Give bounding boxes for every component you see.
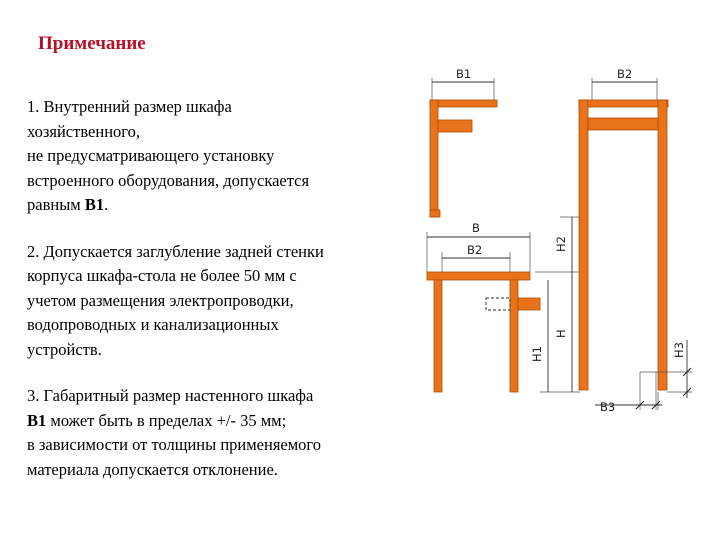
tall-cabinet-top [579, 100, 668, 107]
tall-cabinet-right-side [658, 100, 667, 390]
wall-cabinet-left-bottom [430, 210, 440, 217]
cabinet-table-top [427, 272, 530, 280]
note-1-suffix: . [104, 195, 109, 214]
cabinet-table [427, 221, 540, 392]
note-3-line-3: в зависимости от толщины применяемого [27, 435, 322, 454]
cabinet-table-shelf [518, 298, 540, 310]
note-1-line-4: встроенного оборудования, допускается [27, 170, 310, 190]
wall-cabinet-left-shelf [438, 120, 472, 132]
note-1-line-1: 1. Внутренний размер шкафа [27, 97, 232, 116]
note-1-line-2: хозяйственного, [27, 121, 141, 141]
note-2-line-5: устройств. [27, 339, 102, 359]
wall-cabinet-left-post [430, 100, 438, 217]
note-1-bold-term: В1 [84, 195, 105, 214]
note-1-prefix: равным [27, 195, 85, 214]
note-title: Примечание [38, 33, 146, 54]
wall-cabinet-left [430, 67, 497, 217]
dim-label-b2-mid: B2 [467, 243, 483, 257]
dim-label-b: B [472, 221, 480, 235]
tall-cabinet [579, 67, 668, 390]
notes-list [27, 95, 407, 504]
dim-label-h2: H2 [554, 236, 568, 252]
dim-label-h3: H3 [672, 342, 686, 358]
wall-cabinet-left-top [430, 100, 497, 107]
note-2 [27, 240, 407, 363]
cabinet-table-left-leg [434, 280, 442, 392]
cabinet-table-recess [486, 298, 510, 310]
cabinet-table-right-leg [510, 280, 518, 392]
tall-cabinet-shelf [588, 118, 658, 130]
note-1-line-3: не предусматривающего установку [27, 146, 275, 165]
note-3 [27, 384, 407, 482]
note-3-line-2 [27, 409, 407, 434]
note-3-line-1: 3. Габаритный размер настенного шкафа [27, 386, 314, 405]
note-3-bold-term: В1 [27, 410, 47, 430]
note-1 [27, 95, 407, 218]
note-2-line-3: учетом размещения электропроводки, [27, 290, 294, 310]
dim-label-b3: B3 [600, 400, 616, 414]
note-2-line-2: корпуса шкафа-стола не более 50 мм с [27, 266, 297, 285]
cabinet-dimension-drawing [418, 58, 708, 418]
plinth-detail [595, 340, 692, 414]
dim-label-h: H [554, 329, 568, 338]
note-2-line-4: водопроводных и канализационных [27, 315, 279, 334]
note-3-line-4: материала допускается отклонение. [27, 459, 278, 479]
dim-label-h1: H1 [530, 346, 544, 362]
note-1-line-5 [27, 193, 407, 218]
tall-cabinet-left-side [579, 100, 588, 390]
dim-label-b1: B1 [456, 67, 472, 81]
note-3-suffix: может быть в пределах +/- 35 мм; [46, 410, 287, 430]
dim-label-b2-top: B2 [617, 67, 633, 81]
note-2-line-1: 2. Допускается заглубление задней стенки [27, 241, 324, 261]
